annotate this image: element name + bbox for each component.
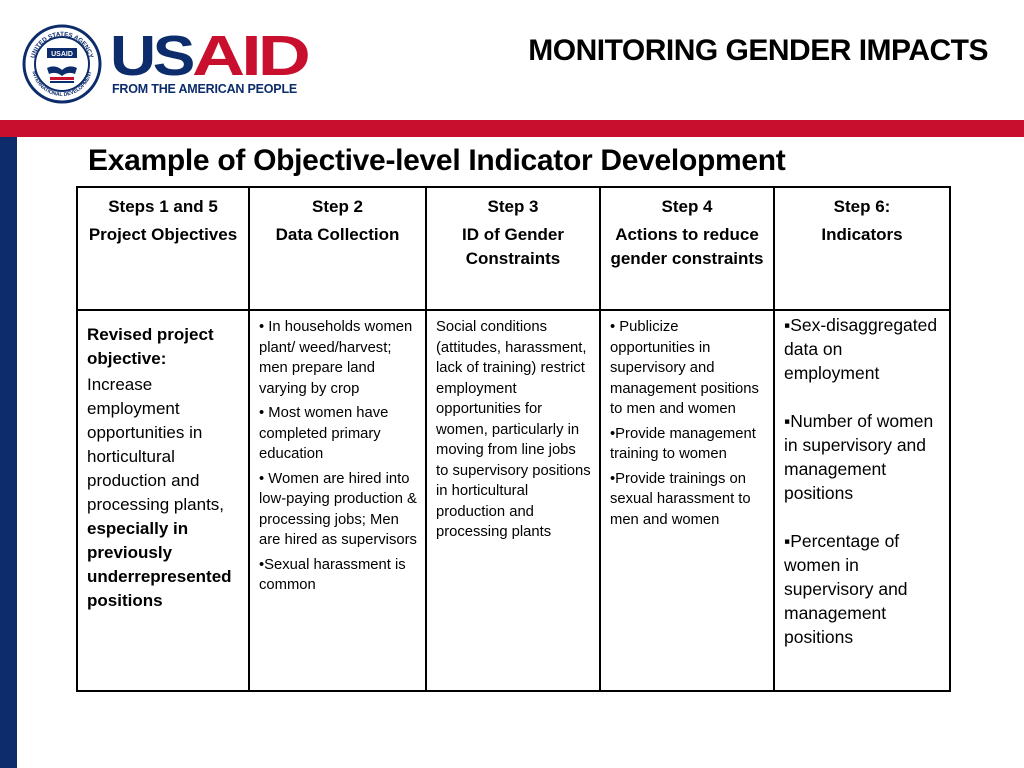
header-step: Step 3: [487, 197, 539, 216]
constraint-text: Social conditions (attitudes, harassment, lack of training) restrict employment opportunities for women, particularly in moving from line jobs to supervisory positions in horticultural production and processing plants: [436, 319, 591, 540]
indicators-cell: [774, 310, 950, 691]
svg-text:US: US: [110, 30, 194, 80]
list-item: ▪Sex-disaggregated data on employment: [784, 315, 938, 383]
svg-text:UNITED STATES AGENCY: UNITED STATES AGENCY: [29, 30, 95, 59]
list-item: •Provide management training to women: [610, 425, 756, 462]
usaid-logo: [22, 24, 309, 106]
header-cell-gender-constraints: [426, 187, 600, 310]
header-label: Indicators: [821, 225, 903, 244]
header-cell-objectives: [77, 187, 249, 310]
objective-text: Increase employment opportunities in horticultural production and processing plants,: [87, 375, 225, 514]
svg-text:AID: AID: [192, 30, 309, 80]
list-item: ▪Percentage of women in supervisory and management positions: [784, 531, 908, 647]
header-label: Project Objectives: [88, 225, 238, 244]
header-label: Actions to reduce gender constraints: [610, 225, 764, 268]
svg-text:INTERNATIONAL DEVELOPMENT: INTERNATIONAL DEVELOPMENT: [30, 70, 94, 99]
list-item: • Publicize opportunities in supervisory and management positions to men and women: [610, 319, 759, 417]
indicator-table: [76, 186, 951, 692]
header-step: Steps 1 and 5: [108, 197, 218, 216]
table-header-row: [77, 187, 950, 310]
table-row: [77, 310, 950, 691]
logo-tagline: FROM THE AMERICAN PEOPLE: [112, 82, 298, 96]
usaid-wordmark: [110, 30, 310, 80]
header-cell-data-collection: [249, 187, 426, 310]
header-step: Step 2: [311, 197, 364, 216]
gender-constraints-cell: [426, 310, 600, 691]
header-title: MONITORING GENDER IMPACTS: [528, 34, 988, 67]
data-collection-cell: [249, 310, 426, 691]
header-cell-actions: [600, 187, 774, 310]
actions-cell: [600, 310, 774, 691]
header-step: Step 4: [661, 197, 713, 216]
usaid-seal-icon: [22, 24, 102, 104]
objective-cell: [77, 310, 249, 691]
list-item: ▪Number of women in supervisory and management positions: [784, 411, 934, 503]
svg-text:USAID: USAID: [51, 50, 73, 58]
slide-title: Example of Objective-level Indicator Development: [88, 144, 786, 177]
header-step: Step 6:: [833, 197, 891, 216]
list-item: •Sexual harassment is common: [259, 556, 406, 593]
red-band: [0, 120, 1024, 137]
header-cell-indicators: [774, 187, 950, 310]
side-bar: [0, 137, 17, 768]
list-item: • Most women have completed primary education: [259, 405, 389, 462]
header-label: Data Collection: [275, 225, 400, 244]
header-label: ID of Gender Constraints: [461, 225, 564, 268]
list-item: • Women are hired into low-paying production & processing jobs; Men are hired as supervisors: [259, 470, 417, 548]
list-item: • In households women plant/ weed/harvest; men prepare land varying by crop: [259, 319, 413, 397]
objective-emphasis: especially in previously underrepresented positions: [87, 519, 232, 610]
list-item: •Provide trainings on sexual harassment to men and women: [610, 470, 751, 528]
objective-heading: Revised project objective:: [87, 325, 214, 368]
